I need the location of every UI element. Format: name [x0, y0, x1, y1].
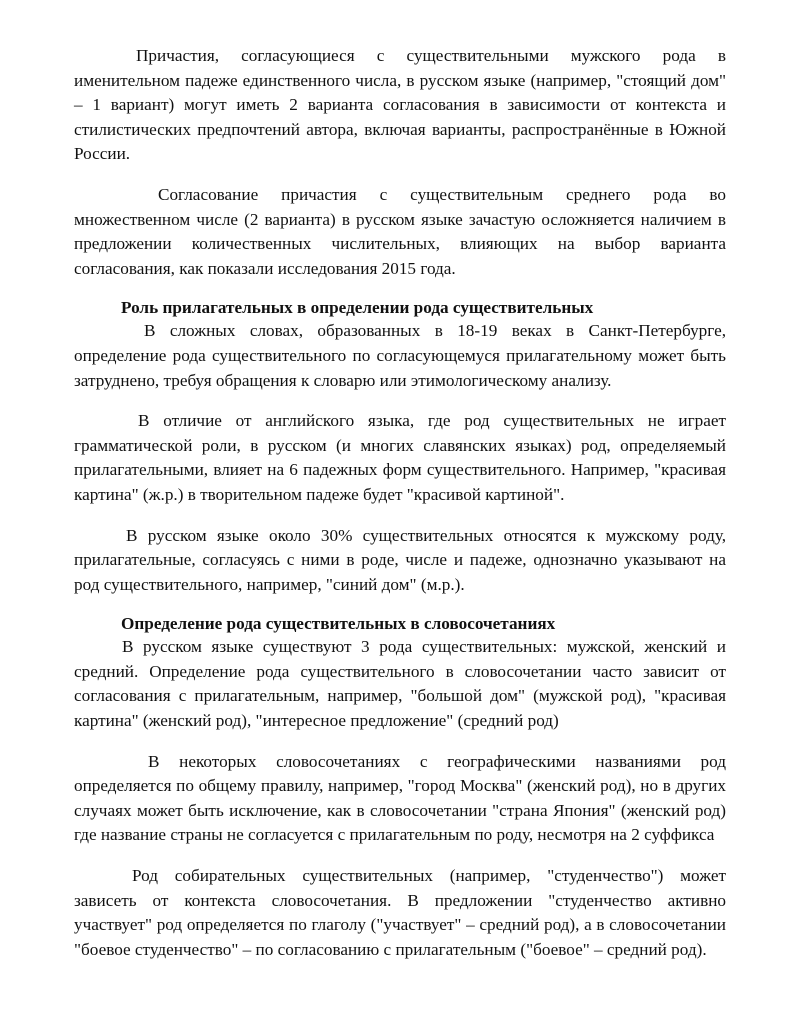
paragraph-participle-masculine: Причастия, согласующиеся с существительными мужского рода в именительном падеже единственного числа, в русском языке (например, "стоящий дом" – 1 вариант) могут иметь 2 варианта согласования в зависимости от контекста и стилистических предпочтений автора, включая варианты, распространённые в Южной России.	[74, 46, 726, 164]
document-body	[74, 44, 726, 962]
paragraph-three-genders: В русском языке существуют 3 рода существительных: мужской, женский и средний. Определение рода существительного в словосочетании часто зависит от согласования с прилагательным, например, "большой дом" (мужской род), "красивая картина" (женский род), "интересное предложение" (средний род)	[74, 637, 726, 731]
paragraph-masculine-percentage: В русском языке около 30% существительных относятся к мужскому роду, прилагательные, согласуясь с ними в роде, числе и падеже, однозначно указывают на род существительного, например, "синий дом" (м.р.).	[74, 525, 726, 594]
paragraph-participle-neuter-plural: Согласование причастия с существительным среднего рода во множественном числе (2 варианта) в русском языке зачастую осложняется наличием в предложении количественных числительных, влияющих на выбор варианта согласования, как показали исследования 2015 года.	[74, 184, 726, 278]
paragraph-collective-nouns: Род собирательных существительных (например, "студенчество") может зависеть от контекста словосочетания. В предложении "студенчество активно участвует" род определяется по глаголу ("участвует" – средний род), а в словосочетании "боевое студенчество" – по согласованию с прилагательным ("боевое" – средний род).	[74, 866, 726, 959]
section-heading-word-combinations: Определение рода существительных в словосочетаниях	[121, 614, 556, 634]
paragraph-english-comparison: В отличие от английского языка, где род существительных не играет грамматической роли, в русском (и многих славянских языках) род, определяемый прилагательными, влияет на 6 падежных форм существительного. Например, "красивая картина" (ж.р.) в творительном падеже будет "красивой картиной".	[74, 411, 726, 504]
paragraph-compound-words: В сложных словах, образованных в 18-19 веках в Санкт-Петербурге, определение рода существительного по согласующемуся прилагательному может быть затруднено, требуя обращения к словарю или этимологическому анализу.	[74, 321, 726, 390]
section-heading-adjectives-role: Роль прилагательных в определении рода существительных	[121, 298, 594, 318]
paragraph-geographic-names: В некоторых словосочетаниях с географическими названиями род определяется по общему правилу, например, "город Москва" (женский род), но в других случаях может быть исключение, как в словосочетании "страна Япония" (женский род) где название страны не согласуется с прилагательным по роду, несмотря на 2 суффикса	[74, 751, 726, 845]
